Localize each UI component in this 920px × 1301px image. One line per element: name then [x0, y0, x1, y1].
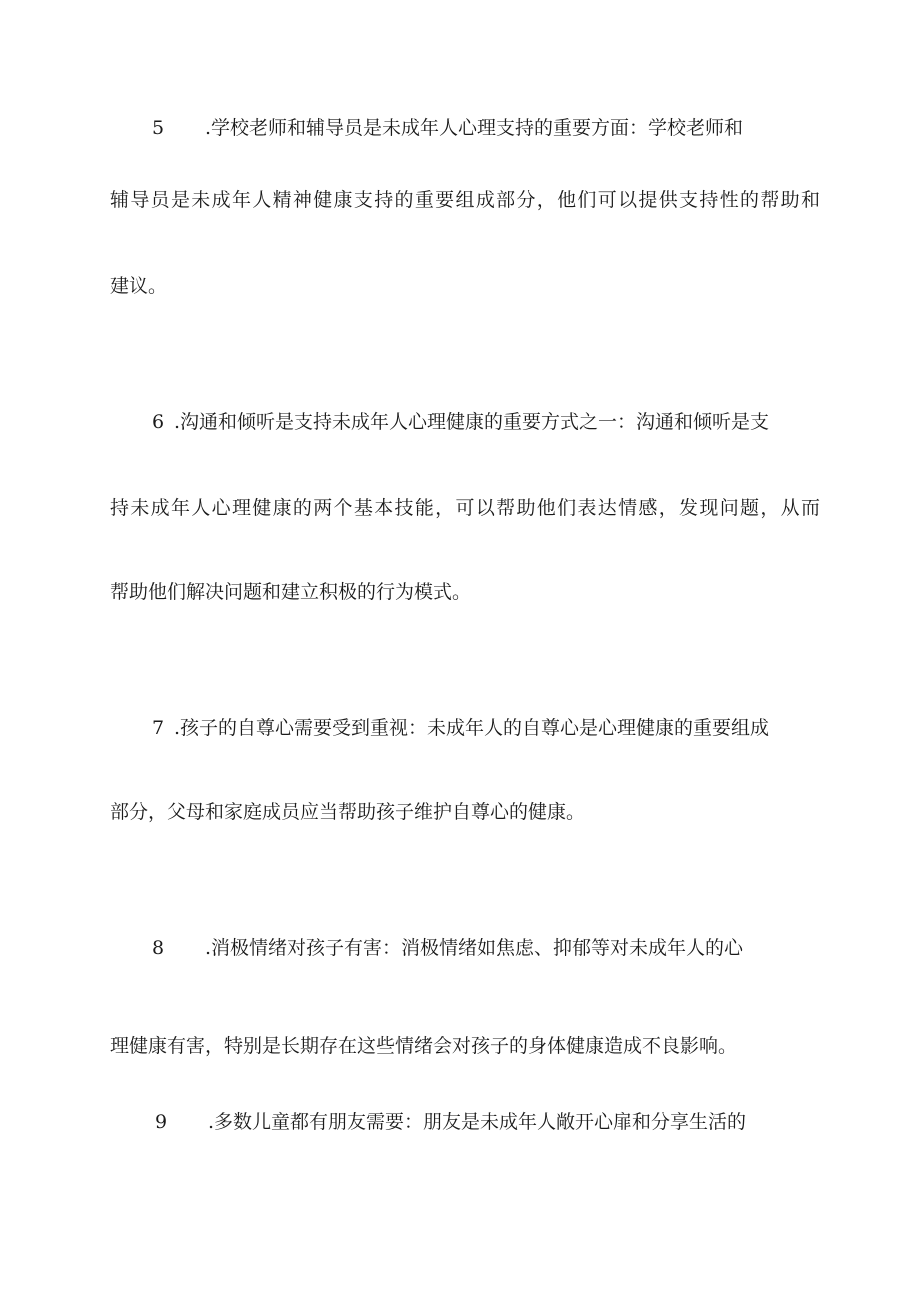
item-text: 帮助他们解决问题和建立积极的行为模式。	[110, 581, 472, 603]
item-5-line-3	[110, 272, 820, 300]
item-text: .消极情绪对孩子有害：消极情绪如焦虑、抑郁等对未成年人的心	[205, 937, 744, 959]
item-text: .学校老师和辅导员是未成年人心理支持的重要方面：学校老师和	[205, 117, 744, 139]
item-9-line-1	[110, 1108, 820, 1136]
item-text: 理健康有害，特别是长期存在这些情绪会对孩子的身体健康造成不良影响。	[110, 1035, 738, 1057]
item-5-line-2	[110, 186, 820, 214]
item-5-line-1	[110, 114, 820, 142]
item-number: 6	[152, 411, 165, 433]
item-8-line-2	[110, 1032, 820, 1060]
item-number: 8	[152, 937, 165, 959]
item-text: .沟通和倾听是支持未成年人心理健康的重要方式之一：沟通和倾听是支	[174, 411, 770, 433]
item-number: 9	[155, 1111, 168, 1133]
item-text: 辅导员是未成年人精神健康支持的重要组成部分，他们可以提供支持性的帮助和	[110, 189, 820, 211]
item-text: 建议。	[110, 275, 168, 297]
item-text: 部分，父母和家庭成员应当帮助孩子维护自尊心的健康。	[110, 801, 586, 823]
item-7-line-2	[110, 798, 820, 826]
item-8-line-1	[110, 934, 820, 962]
item-text: .孩子的自尊心需要受到重视：未成年人的自尊心是心理健康的重要组成	[174, 717, 770, 739]
item-number: 5	[152, 117, 165, 139]
item-6-line-1	[110, 408, 820, 436]
item-text: .多数儿童都有朋友需要：朋友是未成年人敞开心扉和分享生活的	[208, 1111, 747, 1133]
item-6-line-3	[110, 578, 820, 606]
item-7-line-1	[110, 714, 820, 742]
item-text: 持未成年人心理健康的两个基本技能，可以帮助他们表达情感，发现问题，从而	[110, 497, 820, 519]
item-number: 7	[152, 717, 165, 739]
item-6-line-2	[110, 494, 820, 522]
